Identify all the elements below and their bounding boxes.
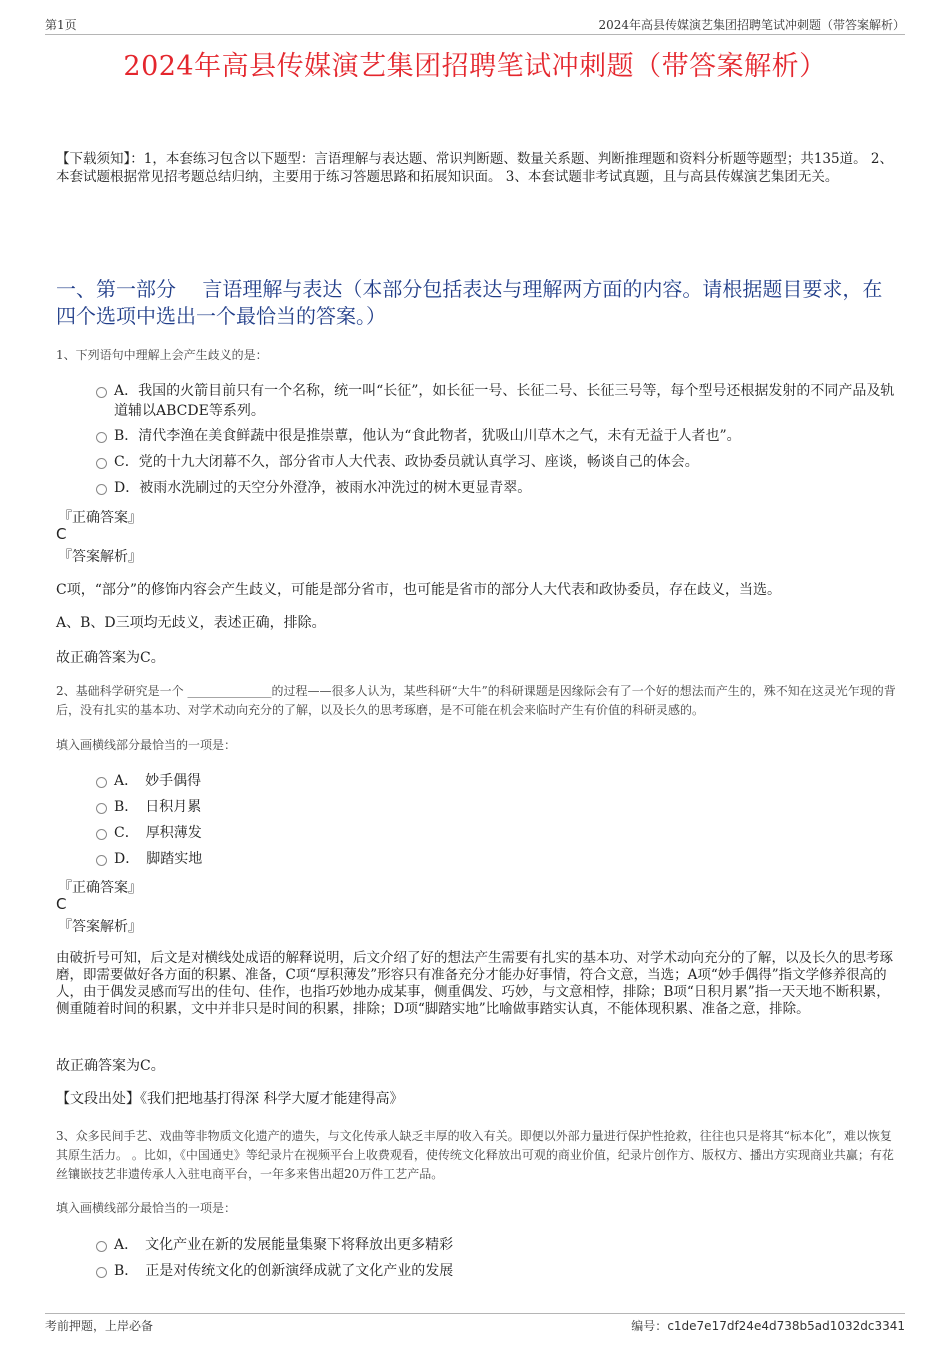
question-3-stem: 3、众多民间手艺、戏曲等非物质文化遗产的遗失，与文化传承人缺乏丰厚的收入有关。即便以外部力量进行保护性抢救，往往也只是将其“标本化”，难以恢复其原生活力。 。比如，《中国通史》等纪录片在视频平台上收费观看，使传统文化释放出可观的商业价值，纪录片创作方、版权方、播出方实现商业共赢；有花丝镶嵌技艺非遗传承人入驻电商平台，一年多来售出超20万件工艺产品。	[56, 1129, 894, 1181]
q3-option-a[interactable]	[96, 1235, 895, 1255]
q2-prompt: 填入画横线部分最恰当的一项是：	[56, 738, 237, 752]
q1-option-d[interactable]	[96, 478, 895, 498]
document-title: 2024年高县传媒演艺集团招聘笔试冲刺题（带答案解析）	[123, 51, 827, 82]
footer-slogan: 考前押题，上岸必备	[45, 1319, 154, 1333]
q1-analysis-line: 故正确答案为C。	[56, 650, 165, 666]
radio-icon[interactable]	[96, 387, 107, 398]
radio-icon[interactable]	[96, 458, 107, 469]
radio-icon[interactable]	[96, 829, 107, 840]
footer-code-value: c1de7e17df24e4d738b5ad1032dc3341	[667, 1319, 905, 1333]
question-2-stem: 2、基础科学研究是一个 ______________的过程——很多人认为，某些科研“大牛”的科研课题是因缘际会有了一个好的想法而产生的，殊不知在这灵光乍现的背后，没有扎实的基本功、对学术动向充分的了解，以及长久的思考琢磨，是不可能在机会来临时产生有价值的科研灵感的。	[56, 684, 896, 717]
option-text: C．党的十九大闭幕不久，部分省市人大代表、政协委员就认真学习、座谈，畅谈自己的体会。	[114, 454, 699, 470]
download-notice: 【下载须知】：1，本套练习包含以下题型：言语理解与表达题、常识判断题、数量关系题、判断推理题和资料分析题等题型；共135道。 2、本套试题根据常见招考题总结归纳，主要用于练习答题思路和拓展知识面。 3、本套试题非考试真题，且与高县传媒演艺集团无关。	[56, 151, 893, 185]
option-text: D．被雨水洗刷过的天空分外澄净，被雨水冲洗过的树木更显青翠。	[114, 480, 532, 496]
q1-analysis-line: C项，“部分”的修饰内容会产生歧义，可能是部分省市，也可能是省市的部分人大代表和政协委员，存在歧义，当选。	[56, 582, 782, 598]
q2-option-b[interactable]	[96, 797, 895, 817]
footer-code-label: 编号：	[631, 1319, 668, 1333]
q2-option-c[interactable]	[96, 823, 895, 843]
section-heading: 一、第一部分 言语理解与表达（本部分包括表达与理解两方面的内容。请根据题目要求，在四个选项中选出一个最恰当的答案。）	[56, 277, 883, 328]
option-text: B．清代李渔在美食鲜蔬中很是推崇蕈，他认为“食此物者，犹吸山川草木之气，未有无益于人者也”。	[114, 428, 741, 444]
page-footer	[45, 1313, 905, 1334]
radio-icon[interactable]	[96, 1267, 107, 1278]
q2-analysis-line: 由破折号可知，后文是对横线处成语的解释说明，后文介绍了好的想法产生需要有扎实的基本功、对学术动向充分的了解，以及长久的思考琢磨，即需要做好各方面的积累、准备，C项“厚积薄发”形容只有准备充分才能办好事情，符合文意，当选；A项“妙手偶得”指文学修养很高的人，由于偶发灵感而写出的佳句、佳作，也指巧妙地办成某事，侧重偶发、巧妙，与文意相悖，排除；B项“日积月累”指一天天地不断积累，侧重随着时间的积累，文中并非只是时间的积累，排除；D项“脚踏实地”比喻做事踏实认真，不能体现积累、准备之意，排除。	[56, 950, 893, 1017]
option-text: C． 厚积薄发	[114, 825, 202, 841]
q3-prompt: 填入画横线部分最恰当的一项是：	[56, 1201, 237, 1215]
q1-option-b[interactable]	[96, 426, 895, 446]
q1-analysis-line: A、B、D三项均无歧义，表述正确，排除。	[56, 615, 326, 631]
radio-icon[interactable]	[96, 484, 107, 495]
radio-icon[interactable]	[96, 803, 107, 814]
footer-code	[631, 1317, 905, 1334]
option-text: A．我国的火箭目前只有一个名称，统一叫“长征”，如长征一号、长征二号、长征三号等，每个型号还根据发射的不同产品及轨道辅以ABCDE等系列。	[114, 383, 895, 419]
option-text: A． 妙手偶得	[114, 773, 202, 789]
option-text: B． 正是对传统文化的创新演绎成就了文化产业的发展	[114, 1263, 454, 1279]
q2-option-d[interactable]	[96, 849, 895, 869]
q2-correct-answer-label: 『正确答案』	[58, 880, 142, 896]
q1-correct-answer-label: 『正确答案』	[58, 510, 142, 526]
option-text: A． 文化产业在新的发展能量集聚下将释放出更多精彩	[114, 1237, 454, 1253]
option-text: B． 日积月累	[114, 799, 202, 815]
question-1-stem: 1、下列语句中理解上会产生歧义的是：	[56, 348, 268, 362]
radio-icon[interactable]	[96, 432, 107, 443]
radio-icon[interactable]	[96, 777, 107, 788]
option-text: D． 脚踏实地	[114, 851, 203, 867]
header-doc-title: 2024年高县传媒演艺集团招聘笔试冲刺题（带答案解析）	[598, 18, 905, 32]
q1-option-c[interactable]	[96, 452, 895, 472]
q2-analysis-line: 故正确答案为C。	[56, 1058, 165, 1074]
page-header	[45, 14, 905, 35]
q1-analysis-label: 『答案解析』	[58, 549, 142, 565]
q3-option-b[interactable]	[96, 1261, 895, 1281]
q1-option-a[interactable]	[96, 381, 895, 421]
q2-source: 【文段出处】《我们把地基打得深 科学大厦才能建得高》	[56, 1091, 404, 1107]
page-number: 第1页	[45, 18, 77, 32]
radio-icon[interactable]	[96, 1241, 107, 1252]
q2-option-a[interactable]	[96, 771, 895, 791]
q1-answer: C	[56, 525, 67, 543]
q2-analysis-label: 『答案解析』	[58, 919, 142, 935]
radio-icon[interactable]	[96, 855, 107, 866]
q2-answer: C	[56, 895, 67, 913]
